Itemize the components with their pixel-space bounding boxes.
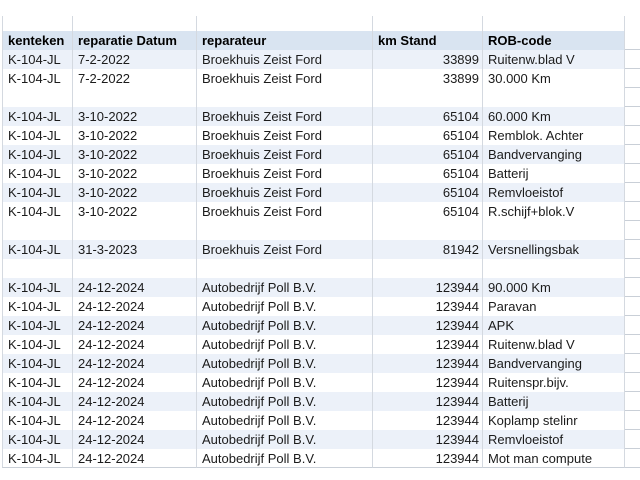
empty-row [2,221,640,240]
cell-rob-code[interactable]: Paravan [483,297,625,316]
table-row [2,392,640,411]
row-filler-cell[interactable] [625,278,640,297]
cell-km-stand[interactable]: 65104 [373,145,483,164]
empty-cell[interactable] [483,221,625,240]
top-partial-row[interactable] [2,16,640,31]
cell-km-stand[interactable]: 81942 [373,240,483,259]
empty-cell[interactable] [483,259,625,278]
cell-reparateur[interactable]: Autobedrijf Poll B.V. [197,316,373,335]
cell-rob-code[interactable]: R.schijf+blok.V [483,202,625,221]
cell-reparatie-datum[interactable]: 24-12-2024 [73,430,197,449]
header-row [2,31,640,50]
cell-km-stand[interactable]: 65104 [373,164,483,183]
cell-reparateur[interactable]: Autobedrijf Poll B.V. [197,373,373,392]
cell-reparateur[interactable]: Autobedrijf Poll B.V. [197,449,373,468]
cell-kenteken[interactable]: K-104-JL [2,183,73,202]
cell-reparateur[interactable]: Autobedrijf Poll B.V. [197,335,373,354]
cell-reparatie-datum[interactable]: 24-12-2024 [73,354,197,373]
table-row [2,164,640,183]
cell-km-stand[interactable]: 33899 [373,69,483,88]
partial-row-filler-cell[interactable] [625,16,640,31]
empty-cell[interactable] [197,88,373,107]
cell-kenteken[interactable]: K-104-JL [2,373,73,392]
cell-reparatie-datum[interactable]: 7-2-2022 [73,50,197,69]
cell-reparateur[interactable]: Autobedrijf Poll B.V. [197,411,373,430]
cell-kenteken[interactable]: K-104-JL [2,297,73,316]
empty-cell[interactable] [2,221,73,240]
empty-cell[interactable] [483,88,625,107]
cell-reparateur[interactable]: Autobedrijf Poll B.V. [197,278,373,297]
empty-cell[interactable] [197,259,373,278]
column-header-kenteken[interactable]: kenteken [2,31,73,50]
cell-rob-code[interactable]: Mot man compute [483,449,625,468]
column-header-rob-code[interactable]: ROB-code [483,31,625,50]
empty-cell[interactable] [2,88,73,107]
row-filler-cell[interactable] [625,107,640,126]
cell-reparatie-datum[interactable]: 3-10-2022 [73,145,197,164]
cell-kenteken[interactable]: K-104-JL [2,430,73,449]
table-row [2,278,640,297]
cell-reparateur[interactable]: Broekhuis Zeist Ford [197,50,373,69]
cell-rob-code[interactable]: Batterij [483,392,625,411]
cell-km-stand[interactable]: 123944 [373,373,483,392]
row-filler-cell[interactable] [625,126,640,145]
row-filler-cell[interactable] [625,183,640,202]
table-row [2,145,640,164]
row-filler-cell[interactable] [625,240,640,259]
cell-km-stand[interactable]: 123944 [373,449,483,468]
cell-reparatie-datum[interactable]: 24-12-2024 [73,411,197,430]
cell-km-stand[interactable]: 123944 [373,278,483,297]
empty-cell[interactable] [197,221,373,240]
table-row [2,69,640,88]
cell-reparateur[interactable]: Broekhuis Zeist Ford [197,240,373,259]
cell-kenteken[interactable]: K-104-JL [2,354,73,373]
cell-kenteken[interactable]: K-104-JL [2,449,73,468]
partial-row-cell[interactable] [483,16,625,31]
cell-reparatie-datum[interactable]: 24-12-2024 [73,449,197,468]
cell-reparateur[interactable]: Broekhuis Zeist Ford [197,145,373,164]
cell-kenteken[interactable]: K-104-JL [2,202,73,221]
cell-reparateur[interactable]: Autobedrijf Poll B.V. [197,297,373,316]
cell-reparatie-datum[interactable]: 24-12-2024 [73,392,197,411]
cell-km-stand[interactable]: 65104 [373,202,483,221]
row-filler-cell[interactable] [625,221,640,240]
cell-kenteken[interactable]: K-104-JL [2,392,73,411]
cell-rob-code[interactable]: 60.000 Km [483,107,625,126]
cell-kenteken[interactable]: K-104-JL [2,278,73,297]
cell-reparateur[interactable]: Broekhuis Zeist Ford [197,126,373,145]
row-filler-cell[interactable] [625,411,640,430]
cell-km-stand[interactable]: 123944 [373,430,483,449]
table-row [2,373,640,392]
cell-reparateur[interactable]: Autobedrijf Poll B.V. [197,354,373,373]
header-filler-cell [625,31,640,50]
row-filler-cell[interactable] [625,145,640,164]
partial-row-cell[interactable] [197,16,373,31]
cell-kenteken[interactable]: K-104-JL [2,126,73,145]
cell-kenteken[interactable]: K-104-JL [2,240,73,259]
cell-reparatie-datum[interactable]: 3-10-2022 [73,202,197,221]
cell-rob-code[interactable]: 30.000 Km [483,69,625,88]
row-filler-cell[interactable] [625,373,640,392]
column-header-reparatie-datum[interactable]: reparatie Datum [73,31,197,50]
row-filler-cell[interactable] [625,259,640,278]
cell-km-stand[interactable]: 123944 [373,316,483,335]
cell-rob-code[interactable]: Koplamp stelinr [483,411,625,430]
table-row [2,183,640,202]
cell-reparatie-datum[interactable]: 3-10-2022 [73,126,197,145]
empty-cell[interactable] [373,88,483,107]
empty-cell[interactable] [373,259,483,278]
cell-reparatie-datum[interactable]: 7-2-2022 [73,69,197,88]
cell-km-stand[interactable]: 123944 [373,392,483,411]
table-row [2,202,640,221]
cell-kenteken[interactable]: K-104-JL [2,69,73,88]
row-filler-cell[interactable] [625,164,640,183]
table-row [2,50,640,69]
cell-kenteken[interactable]: K-104-JL [2,107,73,126]
cell-kenteken[interactable]: K-104-JL [2,316,73,335]
cell-reparateur[interactable]: Broekhuis Zeist Ford [197,164,373,183]
row-filler-cell[interactable] [625,202,640,221]
cell-km-stand[interactable]: 123944 [373,297,483,316]
partial-row-cell[interactable] [73,16,197,31]
empty-cell[interactable] [73,221,197,240]
cell-rob-code[interactable]: Ruitenw.blad V [483,335,625,354]
column-header-km-stand[interactable]: km Stand [373,31,483,50]
empty-cell[interactable] [73,259,197,278]
table-row [2,335,640,354]
partial-row-cell[interactable] [2,16,73,31]
row-filler-cell[interactable] [625,88,640,107]
table-row [2,240,640,259]
row-filler-cell[interactable] [625,392,640,411]
row-filler-cell[interactable] [625,69,640,88]
empty-cell[interactable] [2,259,73,278]
table-row [2,126,640,145]
cell-reparateur[interactable]: Broekhuis Zeist Ford [197,69,373,88]
cell-km-stand[interactable]: 65104 [373,126,483,145]
cell-reparateur[interactable]: Autobedrijf Poll B.V. [197,392,373,411]
empty-row [2,259,640,278]
cell-reparatie-datum[interactable]: 24-12-2024 [73,297,197,316]
table-row [2,430,640,449]
row-filler-cell[interactable] [625,50,640,69]
cell-rob-code[interactable]: Batterij [483,164,625,183]
row-filler-cell[interactable] [625,430,640,449]
cell-rob-code[interactable]: Bandvervanging [483,354,625,373]
table-row [2,107,640,126]
table-row [2,316,640,335]
cell-reparateur[interactable]: Autobedrijf Poll B.V. [197,430,373,449]
cell-km-stand[interactable]: 123944 [373,335,483,354]
cell-rob-code[interactable]: Ruitenspr.bijv. [483,373,625,392]
empty-cell[interactable] [373,221,483,240]
cell-reparatie-datum[interactable]: 24-12-2024 [73,278,197,297]
cell-reparatie-datum[interactable]: 3-10-2022 [73,107,197,126]
row-filler-cell[interactable] [625,316,640,335]
table-body [2,50,640,468]
cell-reparatie-datum[interactable]: 31-3-2023 [73,240,197,259]
row-filler-cell[interactable] [625,335,640,354]
table-row [2,411,640,430]
cell-kenteken[interactable]: K-104-JL [2,411,73,430]
top-margin [2,0,640,16]
column-header-reparateur[interactable]: reparateur [197,31,373,50]
cell-reparatie-datum[interactable]: 3-10-2022 [73,164,197,183]
cell-rob-code[interactable]: Remblok. Achter [483,126,625,145]
cell-km-stand[interactable]: 33899 [373,50,483,69]
cell-kenteken[interactable]: K-104-JL [2,164,73,183]
cell-rob-code[interactable]: Remvloeistof [483,430,625,449]
table-row [2,297,640,316]
cell-km-stand[interactable]: 65104 [373,183,483,202]
empty-cell[interactable] [73,88,197,107]
empty-row [2,88,640,107]
cell-km-stand[interactable]: 65104 [373,107,483,126]
cell-rob-code[interactable]: Versnellingsbak [483,240,625,259]
cell-reparatie-datum[interactable]: 3-10-2022 [73,183,197,202]
table-row [2,449,640,468]
row-filler-cell[interactable] [625,449,640,468]
cell-km-stand[interactable]: 123944 [373,354,483,373]
cell-kenteken[interactable]: K-104-JL [2,50,73,69]
cell-rob-code[interactable]: APK [483,316,625,335]
cell-kenteken[interactable]: K-104-JL [2,145,73,164]
row-filler-cell[interactable] [625,297,640,316]
row-filler-cell[interactable] [625,354,640,373]
cell-kenteken[interactable]: K-104-JL [2,335,73,354]
cell-reparatie-datum[interactable]: 24-12-2024 [73,316,197,335]
cell-rob-code[interactable]: Remvloeistof [483,183,625,202]
cell-rob-code[interactable]: Ruitenw.blad V [483,50,625,69]
cell-reparatie-datum[interactable]: 24-12-2024 [73,373,197,392]
cell-reparatie-datum[interactable]: 24-12-2024 [73,335,197,354]
cell-km-stand[interactable]: 123944 [373,411,483,430]
cell-reparateur[interactable]: Broekhuis Zeist Ford [197,107,373,126]
table-row [2,354,640,373]
cell-reparateur[interactable]: Broekhuis Zeist Ford [197,183,373,202]
cell-rob-code[interactable]: Bandvervanging [483,145,625,164]
partial-row-cell[interactable] [373,16,483,31]
cell-rob-code[interactable]: 90.000 Km [483,278,625,297]
cell-reparateur[interactable]: Broekhuis Zeist Ford [197,202,373,221]
